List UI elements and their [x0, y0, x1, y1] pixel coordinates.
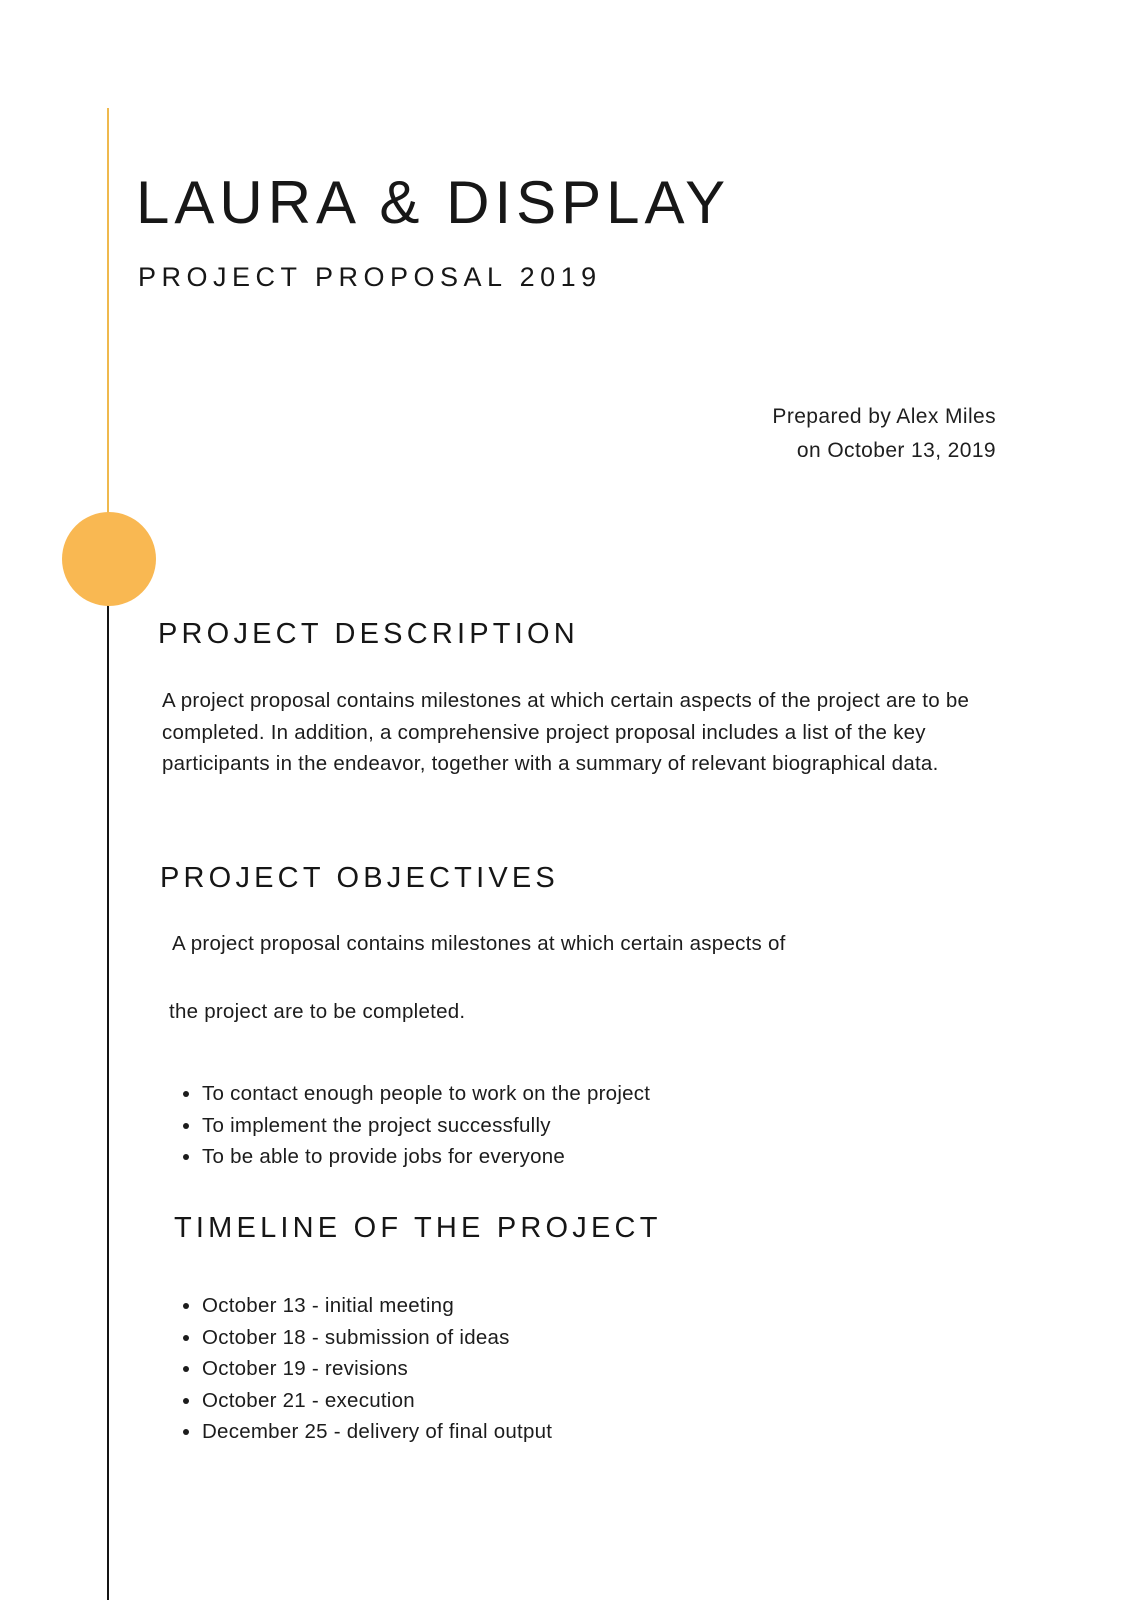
- timeline-list: [168, 1290, 1022, 1448]
- list-item: • December 25 - delivery of final output: [202, 1416, 1022, 1448]
- section-body-objectives-line1: A project proposal contains milestones at which certain aspects of: [172, 932, 786, 955]
- prepared-date-line: on October 13, 2019: [796, 439, 996, 462]
- list-item: • October 19 - revisions: [202, 1353, 1022, 1385]
- objectives-list: [168, 1078, 1022, 1173]
- prepared-by-line: Prepared by Alex Miles: [772, 405, 996, 428]
- list-item: • October 18 - submission of ideas: [202, 1322, 1022, 1354]
- list-item: • October 13 - initial meeting: [202, 1290, 1022, 1322]
- list-item: • To be able to provide jobs for everyone: [202, 1141, 1022, 1173]
- prepared-by-block: [772, 400, 996, 468]
- list-item: • To contact enough people to work on the project: [202, 1078, 1022, 1110]
- section-heading-objectives: PROJECT OBJECTIVES: [160, 862, 559, 894]
- page-subtitle: PROJECT PROPOSAL 2019: [138, 262, 602, 292]
- list-item: • To implement the project successfully: [202, 1110, 1022, 1142]
- section-body-description: A project proposal contains milestones at which certain aspects of the project are to be completed. In addition, a comprehensive project proposal includes a list of the key participants in the endeavor, together with a summary of relevant biographical data.: [162, 689, 970, 775]
- list-item: • October 21 - execution: [202, 1385, 1022, 1417]
- section-heading-description: PROJECT DESCRIPTION: [158, 618, 579, 650]
- page-title: LAURA & DISPLAY: [136, 169, 731, 236]
- accent-circle-decoration: [62, 512, 156, 606]
- section-heading-timeline: TIMELINE OF THE PROJECT: [174, 1212, 662, 1244]
- section-body-objectives-line2: the project are to be completed.: [169, 1000, 466, 1023]
- accent-vertical-rule: [107, 108, 109, 528]
- black-vertical-rule: [107, 528, 109, 1600]
